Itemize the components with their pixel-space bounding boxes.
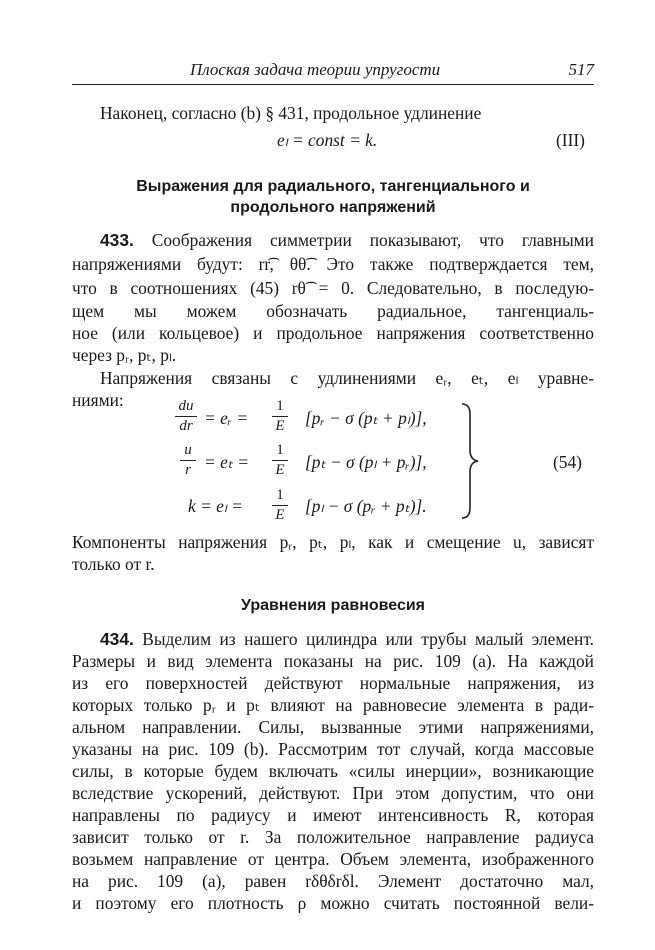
eq54-row1-num: du xyxy=(178,398,194,414)
para-433-line-3: что в соотношениях (45) rθ͡ = 0. Следовательно, в последую- xyxy=(72,278,594,298)
eq54-tag: (54) xyxy=(553,452,582,472)
para-433-line-5: ное (или кольцевое) и продольное напряжения соответственно xyxy=(72,323,594,343)
para-433-line-7: Напряжения связаны с удлинениями eᵣ, eₜ, eₗ уравне- xyxy=(100,368,594,388)
para-433-number: 433. xyxy=(100,230,134,250)
para-434-line-10: зависит только от r. За положительное направление радиуса xyxy=(72,827,594,847)
section-heading-stresses-2: продольного напряжений xyxy=(230,199,436,216)
eq54-row1-coef xyxy=(272,398,288,435)
para-434-number: 434. xyxy=(100,629,134,649)
eq54-row2-coef-den: E xyxy=(275,462,285,478)
para-433-line-2: напряжениями будут: rr͡, θθ͡. Это также подтверждается тем, xyxy=(72,254,594,274)
para-434-line-7: силы, в которые будем включать «силы инерции», возникающие xyxy=(72,761,594,781)
para-after-line-2: только от r. xyxy=(72,554,155,574)
para-434-line-6: указаны на рис. 109 (b). Рассмотрим тот случай, когда массовые xyxy=(72,739,594,759)
eq54-row3-coef-num: 1 xyxy=(276,487,284,503)
para-434-line-2: Размеры и вид элемента показаны на рис. 109 (a). На каждой xyxy=(72,651,594,671)
para-433-line-6: через pᵣ, pₜ, pₗ. xyxy=(72,345,177,365)
eq54-row2-right: [pₜ − σ (pₗ + pᵣ)], xyxy=(305,452,427,472)
intro-line: Наконец, согласно (b) § 431, продольное удлинение xyxy=(100,103,482,123)
para-434-line-13: и поэтому его плотность ρ можно считать постоянной вели- xyxy=(72,893,594,913)
para-434-line-1 xyxy=(100,628,594,650)
intro-equation-tag: (III) xyxy=(556,130,585,150)
para-434-line-12: на рис. 109 (a), равен rδθδrδl. Элемент достаточно мал, xyxy=(72,871,594,891)
para-434-line-9: направлены по радиусу и имеют интенсивность R, которая xyxy=(72,805,594,825)
eq54-row1-den: dr xyxy=(179,418,193,434)
para-434-line-5: альном направлении. Силы, вызванные этими напряжениями, xyxy=(72,717,594,737)
eq54-row1-right: [pᵣ − σ (pₜ + pₗ)], xyxy=(305,408,427,428)
para-433-line-8: ниями: xyxy=(72,390,124,410)
eq54-row3-coef-den: E xyxy=(275,507,285,523)
para-433-line-1 xyxy=(100,229,594,251)
eq54-row3-right: [pₗ − σ (pᵣ + pₜ)]. xyxy=(305,496,427,516)
para-434-line-1-text: Выделим из нашего цилиндра или трубы малый элемент. xyxy=(133,629,594,649)
eq54-row3-coef xyxy=(272,487,288,524)
eq54-row2-num: u xyxy=(184,442,192,458)
eq54-row1-coef-num: 1 xyxy=(276,398,284,414)
para-434-line-4: которых только pᵣ и pₜ влияют на равновесие элемента в ради- xyxy=(72,695,594,715)
para-434-line-11: возьмем направление от центра. Объем элемента, изображенного xyxy=(72,849,594,869)
eq54-row2-mid: = eₜ = xyxy=(204,452,250,472)
eq54-row1-mid: = eᵣ = xyxy=(204,408,249,428)
eq54-row3-left: k = eₗ = xyxy=(188,496,243,516)
eq54-row2-coef xyxy=(272,442,288,479)
running-title: Плоская задача теории упругости xyxy=(190,60,441,79)
eq54-row2-coef-num: 1 xyxy=(276,442,284,458)
section-heading-equilibrium: Уравнения равновесия xyxy=(240,597,426,614)
intro-equation: eₗ = const = k. xyxy=(277,130,378,150)
eq54-row1-coef-den: E xyxy=(275,418,285,434)
para-after-line-1: Компоненты напряжения pᵣ, pₜ, pₗ, как и смещение u, зависят xyxy=(72,532,594,552)
para-433-line-4: щем мы можем обозначать радиальное, тангенциаль- xyxy=(72,301,594,321)
para-433-line-1-text: Соображения симметрии показывают, что главными xyxy=(133,230,594,250)
para-434-line-8: вследствие ускорений, действуют. При этом допустим, что они xyxy=(72,783,594,803)
right-brace-icon xyxy=(458,402,482,520)
eq54-row1-fraction xyxy=(175,398,197,435)
eq54-row2-fraction xyxy=(180,442,196,479)
running-header xyxy=(72,58,594,85)
para-434-line-3: из его поверхностей действуют нормальные напряжения, из xyxy=(72,673,594,693)
section-heading-stresses-1: Выражения для радиального, тангенциального и xyxy=(136,178,530,195)
page-number: 517 xyxy=(568,60,594,79)
eq54-row2-den: r xyxy=(185,462,191,478)
